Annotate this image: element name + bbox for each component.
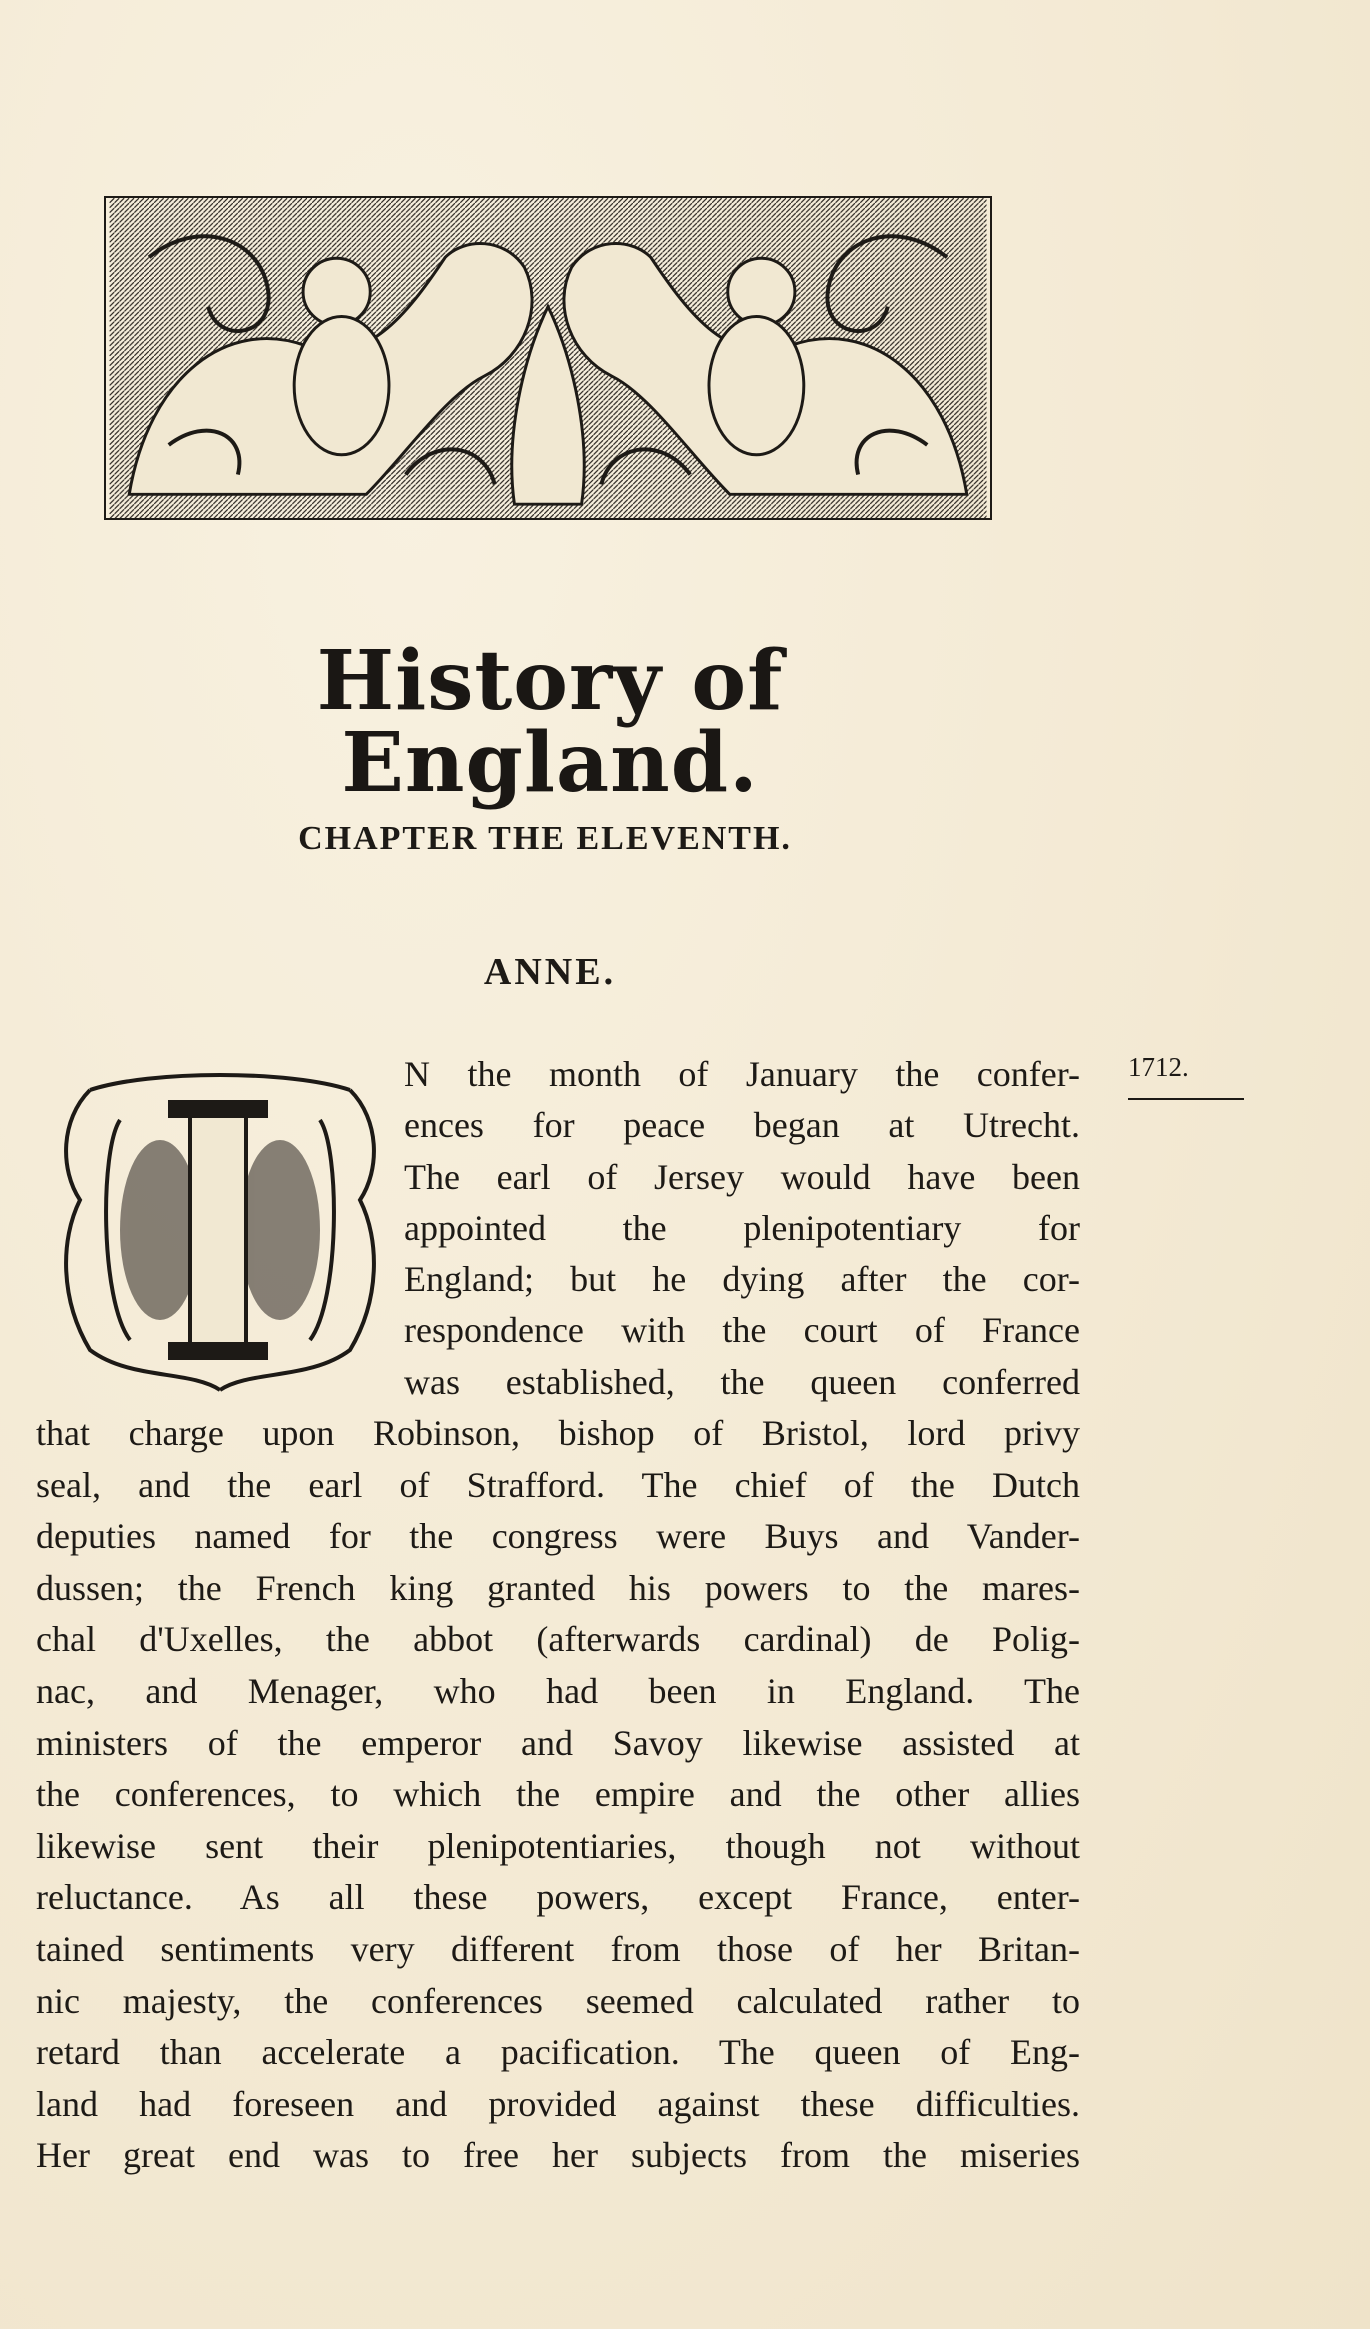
text-line: that charge upon Robinson, bishop of Bristol, lord privy <box>36 1413 1080 1453</box>
text-line: England; but he dying after the cor- <box>404 1259 1080 1300</box>
text-line: tained sentiments very different from those of her Britan- <box>36 1928 1080 1969</box>
text-line: chal d'Uxelles, the abbot (afterwards cardinal) de Polig- <box>36 1619 1080 1660</box>
text-line: appointed the plenipotentiary for <box>404 1207 1080 1248</box>
text-line: deputies named for the congress were Buys and Vander- <box>36 1516 1080 1557</box>
text-line: N the month of January the confer- <box>404 1054 1080 1094</box>
text-line: was established, the queen conferred <box>404 1361 1080 1402</box>
text-line: The earl of Jersey would have been <box>404 1156 1080 1197</box>
book-title: History of England. <box>316 633 784 811</box>
text-line: likewise sent their plenipotentiaries, though not without <box>36 1825 1080 1866</box>
margin-rule <box>1128 1098 1244 1100</box>
chapter-heading: CHAPTER THE ELEVENTH. <box>298 820 792 857</box>
body-paragraph <box>36 1408 1080 2182</box>
cherubs-foliage-icon <box>106 198 990 518</box>
text-line: respondence with the court of France <box>404 1310 1080 1351</box>
margin-year-note: 1712. <box>1128 1052 1189 1082</box>
text-line: seal, and the earl of Strafford. The chief of the Dutch <box>36 1464 1080 1505</box>
text-line: retard than accelerate a pacification. The queen of Eng- <box>36 2032 1080 2073</box>
text-line: ences for peace began at Utrecht. <box>404 1105 1080 1146</box>
text-line: reluctance. As all these powers, except France, enter- <box>36 1877 1080 1918</box>
headpiece-engraving <box>104 196 992 520</box>
text-line: nac, and Menager, who had been in England. The <box>36 1670 1080 1711</box>
text-line: dussen; the French king granted his powers to the mares- <box>36 1567 1080 1608</box>
opening-paragraph-indented <box>404 1049 1080 1408</box>
text-line: ministers of the emperor and Savoy likewise assisted at <box>36 1722 1080 1763</box>
reign-heading: ANNE. <box>483 951 617 993</box>
ornamental-initial-i-icon <box>50 1060 390 1400</box>
text-line: Her great end was to free her subjects from the miseries <box>36 2135 1080 2176</box>
text-line: land had foreseen and provided against these difficulties. <box>36 2083 1080 2124</box>
text-line: nic majesty, the conferences seemed calculated rather to <box>36 1980 1080 2021</box>
ornamental-initial <box>50 1060 390 1400</box>
text-line: the conferences, to which the empire and the other allies <box>36 1774 1080 1815</box>
